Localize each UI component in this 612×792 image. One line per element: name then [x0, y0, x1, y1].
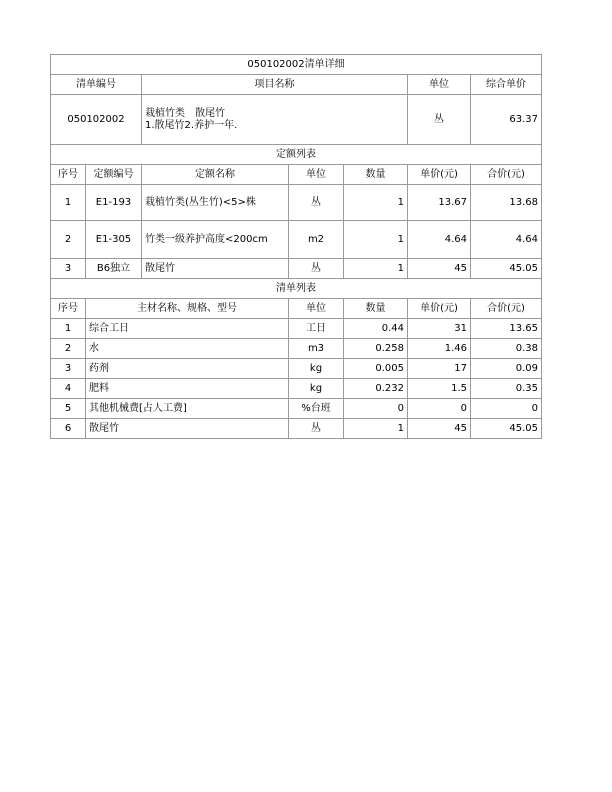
material-name: 水	[86, 339, 289, 359]
material-price: 31	[408, 319, 471, 339]
quota-qty: 1	[344, 259, 408, 279]
quota-unit: 丛	[289, 259, 344, 279]
quota-code: E1-193	[86, 185, 142, 221]
materials-section-title: 清单列表	[51, 279, 542, 299]
material-total: 0.35	[471, 379, 542, 399]
material-name: 综合工日	[86, 319, 289, 339]
material-total: 0	[471, 399, 542, 419]
quota-section-title: 定额列表	[51, 145, 542, 165]
material-row	[51, 359, 542, 379]
material-name: 肥料	[86, 379, 289, 399]
material-unit: 工日	[289, 319, 344, 339]
material-qty: 1	[344, 419, 408, 439]
material-name: 其他机械费[占人工费]	[86, 399, 289, 419]
quota-qty: 1	[344, 221, 408, 259]
material-price: 45	[408, 419, 471, 439]
quota-title-row	[51, 145, 542, 165]
material-total: 0.09	[471, 359, 542, 379]
material-unit: %台班	[289, 399, 344, 419]
quota-code: B6独立	[86, 259, 142, 279]
material-price: 17	[408, 359, 471, 379]
material-price: 1.46	[408, 339, 471, 359]
quota-col-code: 定额编号	[86, 165, 142, 185]
quota-header-row	[51, 165, 542, 185]
material-price: 1.5	[408, 379, 471, 399]
material-no: 5	[51, 399, 86, 419]
quota-col-no: 序号	[51, 165, 86, 185]
material-name: 散尾竹	[86, 419, 289, 439]
material-unit: 丛	[289, 419, 344, 439]
quota-no: 1	[51, 185, 86, 221]
quota-col-qty: 数量	[344, 165, 408, 185]
material-no: 3	[51, 359, 86, 379]
material-qty: 0.44	[344, 319, 408, 339]
materials-col-no: 序号	[51, 299, 86, 319]
item-name-line2: 1.散尾竹2.养护一年.	[145, 119, 238, 131]
material-no: 6	[51, 419, 86, 439]
material-unit: kg	[289, 379, 344, 399]
quota-name: 散尾竹	[142, 259, 289, 279]
quota-total: 13.68	[471, 185, 542, 221]
materials-header-row	[51, 299, 542, 319]
quota-code: E1-305	[86, 221, 142, 259]
materials-title-row	[51, 279, 542, 299]
quota-row	[51, 185, 542, 221]
material-total: 13.65	[471, 319, 542, 339]
item-name-line1: 栽植竹类 散尾竹	[145, 107, 225, 119]
material-row	[51, 379, 542, 399]
detail-table	[50, 54, 542, 439]
col-name-header: 项目名称	[142, 75, 408, 95]
material-unit: m3	[289, 339, 344, 359]
quota-unit: 丛	[289, 185, 344, 221]
material-qty: 0.005	[344, 359, 408, 379]
quota-no: 3	[51, 259, 86, 279]
material-total: 45.05	[471, 419, 542, 439]
material-qty: 0	[344, 399, 408, 419]
quota-unit: m2	[289, 221, 344, 259]
material-row	[51, 339, 542, 359]
quota-col-unit: 单位	[289, 165, 344, 185]
quota-name: 竹类一级养护高度<200cm	[142, 221, 289, 259]
materials-col-price: 单价(元)	[408, 299, 471, 319]
quota-col-name: 定额名称	[142, 165, 289, 185]
material-row	[51, 419, 542, 439]
materials-col-total: 合价(元)	[471, 299, 542, 319]
materials-col-name: 主材名称、规格、型号	[86, 299, 289, 319]
material-name: 药剂	[86, 359, 289, 379]
quota-row	[51, 221, 542, 259]
material-no: 1	[51, 319, 86, 339]
col-unit-header: 单位	[408, 75, 471, 95]
material-total: 0.38	[471, 339, 542, 359]
item-name	[142, 95, 408, 145]
item-row	[51, 95, 542, 145]
item-price: 63.37	[471, 95, 542, 145]
material-price: 0	[408, 399, 471, 419]
material-row	[51, 399, 542, 419]
quota-price: 45	[408, 259, 471, 279]
material-qty: 0.232	[344, 379, 408, 399]
material-no: 2	[51, 339, 86, 359]
quota-price: 4.64	[408, 221, 471, 259]
item-unit: 丛	[408, 95, 471, 145]
col-code-header: 清单编号	[51, 75, 142, 95]
materials-col-qty: 数量	[344, 299, 408, 319]
col-price-header: 综合单价	[471, 75, 542, 95]
page-title: 050102002清单详细	[51, 55, 542, 75]
quota-col-price: 单价(元)	[408, 165, 471, 185]
material-row	[51, 319, 542, 339]
material-unit: kg	[289, 359, 344, 379]
quota-row	[51, 259, 542, 279]
material-qty: 0.258	[344, 339, 408, 359]
quota-price: 13.67	[408, 185, 471, 221]
quota-name: 栽植竹类(丛生竹)<5>株	[142, 185, 289, 221]
materials-col-unit: 单位	[289, 299, 344, 319]
title-row	[51, 55, 542, 75]
quota-total: 4.64	[471, 221, 542, 259]
quota-qty: 1	[344, 185, 408, 221]
material-no: 4	[51, 379, 86, 399]
quota-col-total: 合价(元)	[471, 165, 542, 185]
quota-no: 2	[51, 221, 86, 259]
quota-total: 45.05	[471, 259, 542, 279]
item-code: 050102002	[51, 95, 142, 145]
header-column-row	[51, 75, 542, 95]
